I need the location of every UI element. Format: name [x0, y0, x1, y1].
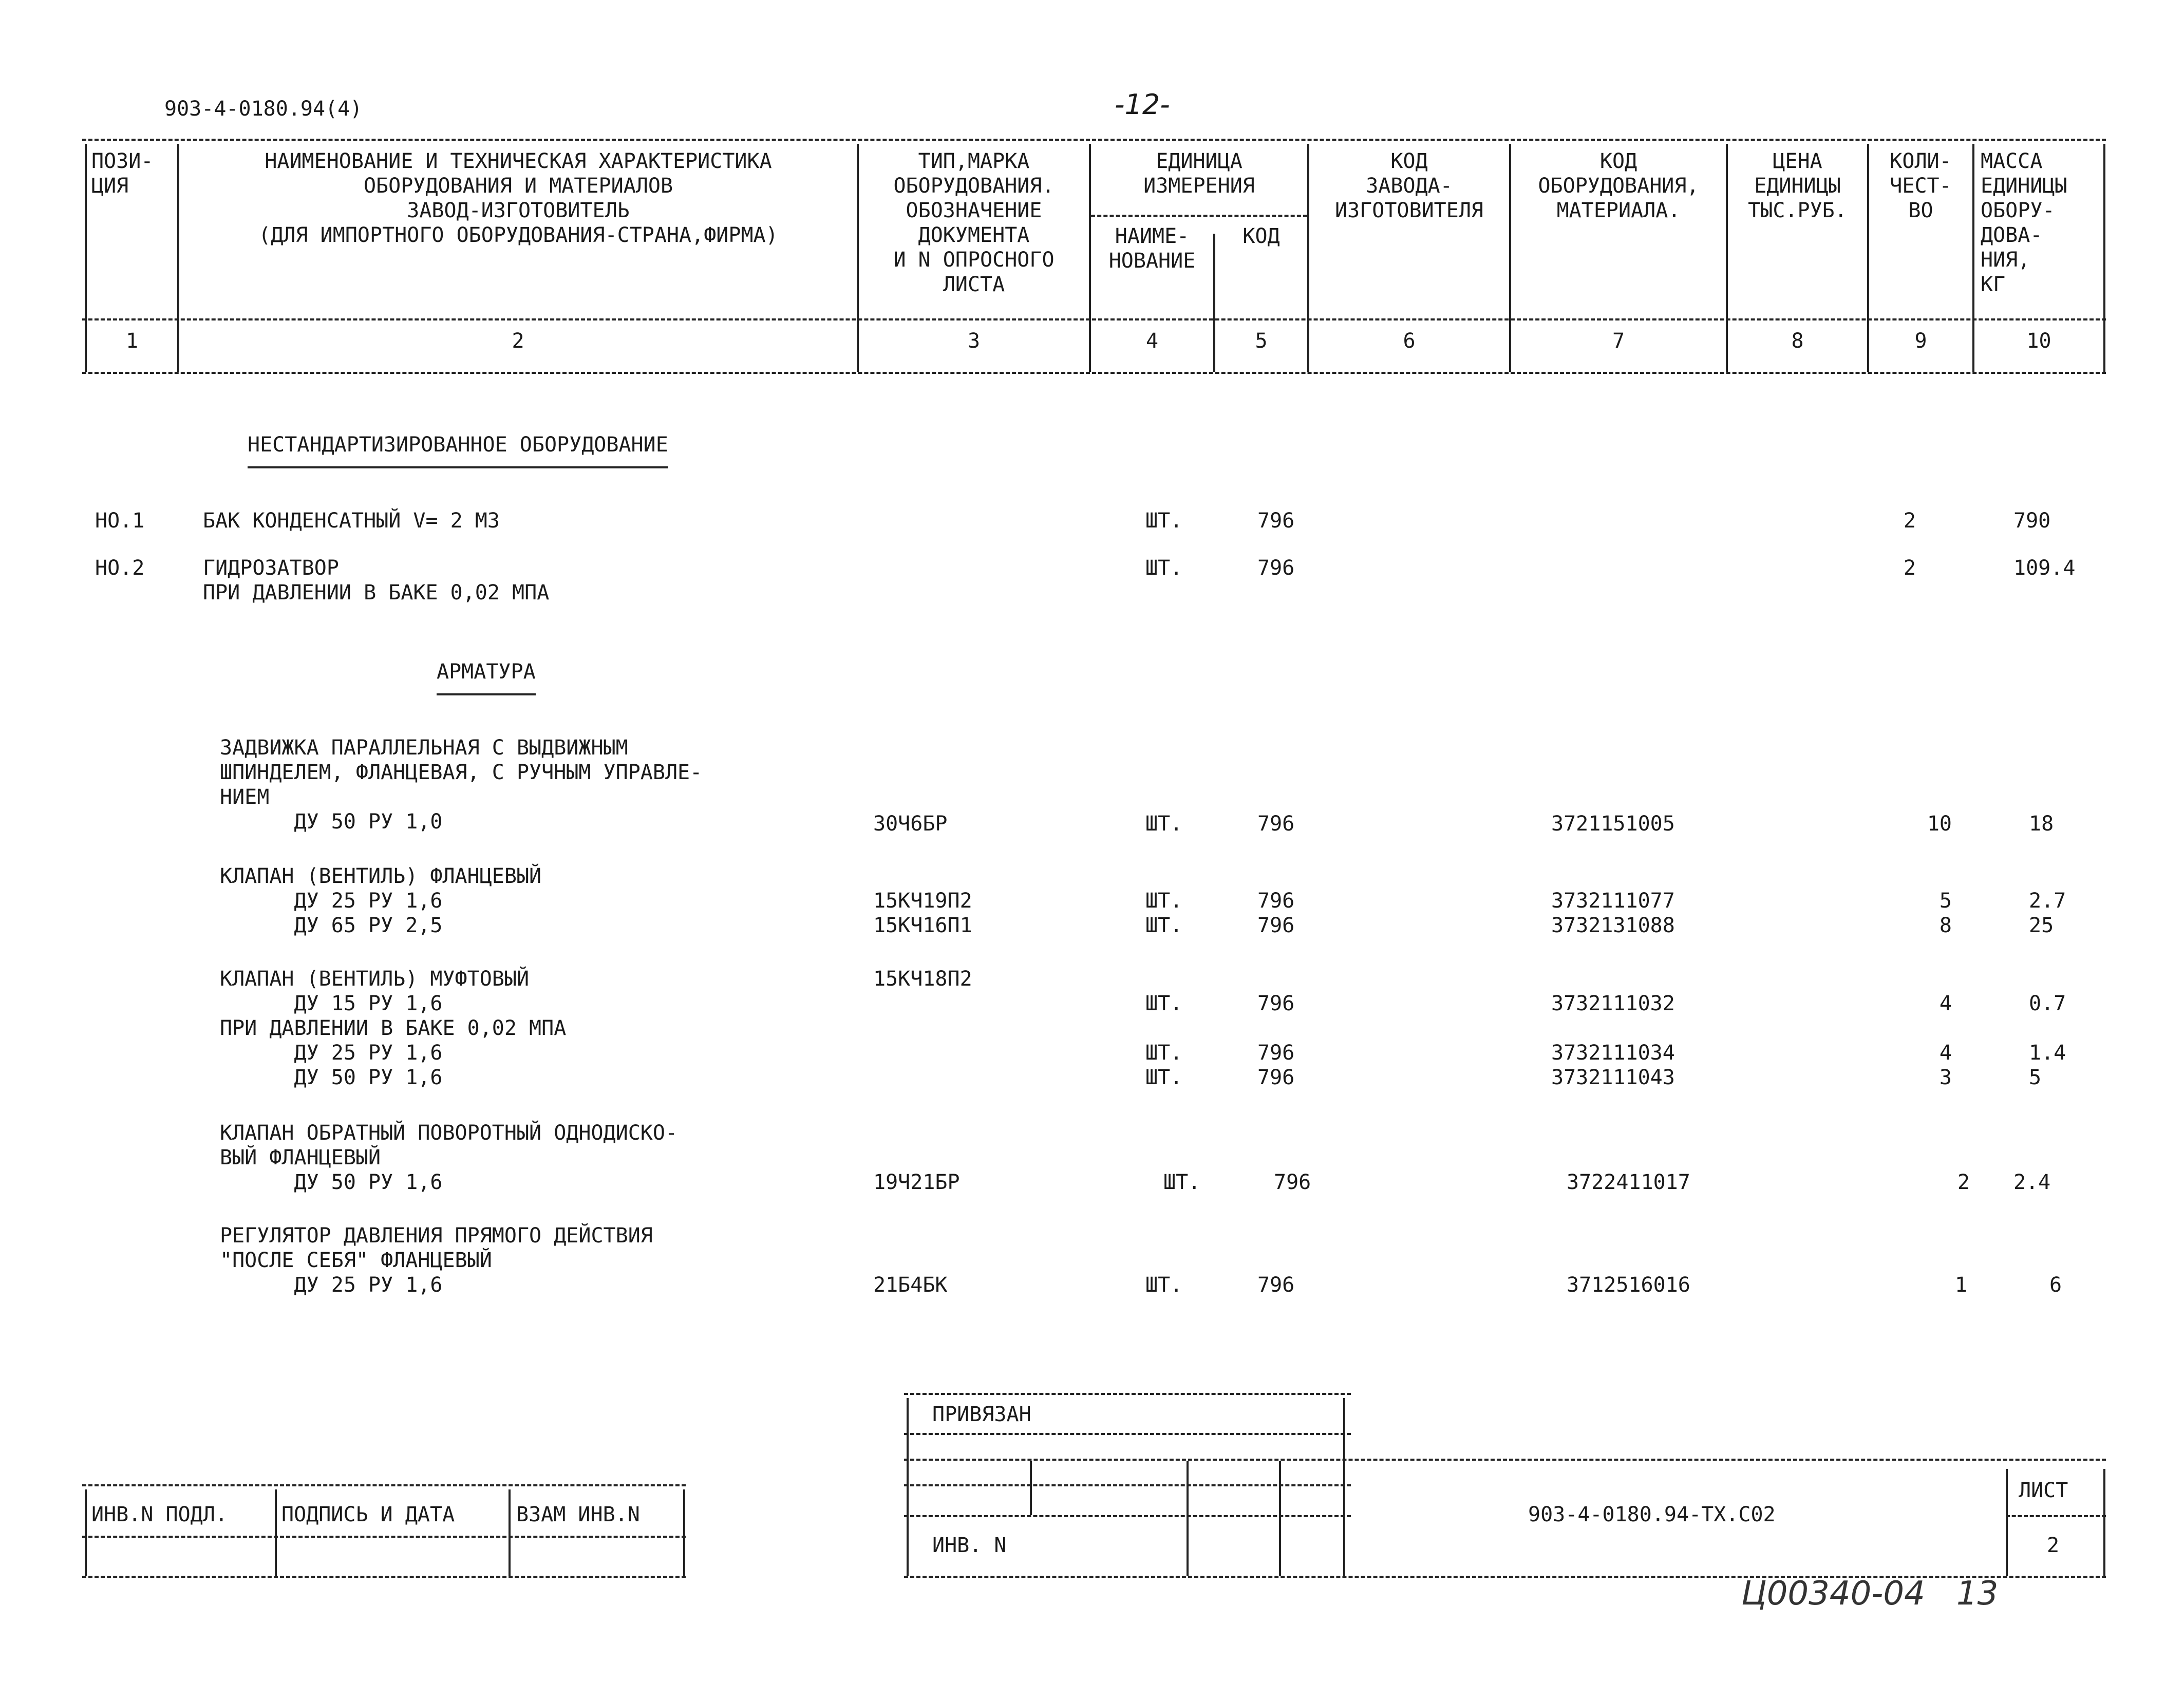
col-number: 4: [1145, 329, 1159, 353]
row-name: ГИДРОЗАТВОР ПРИ ДАВЛЕНИИ В БАКЕ 0,02 МПА: [203, 556, 550, 605]
unit-subdivider: [1091, 215, 1307, 217]
stamp-sep: [1030, 1461, 1032, 1515]
row-name: ЗАДВИЖКА ПАРАЛЛЕЛЬНАЯ С ВЫДВИЖНЫМ ШПИНДЕЛЕМ, ФЛАНЦЕВАЯ, С РУЧНЫМ УПРАВЛЕ- НИЕМ ДУ 50 РУ 1,0: [220, 736, 703, 834]
row-name: КЛАПАН ОБРАТНЫЙ ПОВОРОТНЫЙ ОДНОДИСКО- ВЫЙ ФЛАНЦЕВЫЙ ДУ 50 РУ 1,6: [220, 1121, 678, 1194]
stamp-sep: [2006, 1469, 2008, 1576]
row-quantity: 5 8: [1939, 889, 1952, 937]
row-quantity: 2: [1903, 556, 1916, 580]
row-unit: ШТ.: [1145, 1273, 1183, 1297]
stamp-sep: [2103, 1469, 2105, 1576]
row-mass: 2.7 25: [2029, 889, 2066, 937]
col-number: 9: [1914, 329, 1927, 353]
handwritten-inventory-number: Ц00340-04 13: [1741, 1575, 1999, 1613]
row-material-code: 3721151005: [1551, 812, 1675, 836]
stamp-sep: [1343, 1398, 1345, 1576]
row-type: 21Б4БК: [873, 1273, 948, 1297]
row-material-code: 3732111077 3732131088: [1551, 889, 1675, 937]
row-mass: 109.4: [2013, 556, 2076, 580]
stamp-sep: [275, 1489, 277, 1576]
privyazan-rule: [904, 1459, 2106, 1461]
privyazan-inv-label: ИНВ. N: [932, 1534, 1007, 1557]
header-unit-name: НАИМЕ- НОВАНИЕ: [1108, 224, 1196, 273]
row-code: 796: [1257, 812, 1295, 836]
header-type: ТИП,МАРКА ОБОРУДОВАНИЯ. ОБОЗНАЧЕНИЕ ДОКУМЕНТА И N ОПРОСНОГО ЛИСТА: [893, 149, 1055, 296]
row-position: НО.1: [95, 509, 145, 533]
col-number: 6: [1403, 329, 1416, 353]
col-number: 1: [125, 329, 139, 353]
row-quantity: 10: [1927, 812, 1952, 836]
row-material-code: 3732111032 3732111034 3732111043: [1551, 992, 1675, 1089]
table-top-rule: [82, 139, 2106, 141]
row-mass: 18: [2029, 812, 2054, 836]
privyazan-label: ПРИВЯЗАН: [932, 1403, 1031, 1426]
stamp-inv-podl-label: ИНВ.N ПОДЛ.: [91, 1503, 228, 1526]
row-unit: ШТ.: [1145, 556, 1183, 580]
header-material-code: КОД ОБОРУДОВАНИЯ, МАТЕРИАЛА.: [1538, 149, 1699, 222]
row-type: 30Ч6БР: [873, 812, 948, 836]
row-unit: ШТ.: [1163, 1171, 1201, 1194]
col-number: 8: [1791, 329, 1804, 353]
row-code: 796: [1257, 1273, 1295, 1297]
col-number: 10: [2026, 329, 2051, 353]
stamp-sep: [1187, 1461, 1189, 1576]
stamp-sep: [907, 1398, 909, 1576]
row-position: НО.2: [95, 556, 145, 580]
row-code: 796: [1257, 509, 1295, 533]
row-code: 796 796: [1257, 889, 1295, 937]
privyazan-rule: [904, 1515, 1351, 1517]
privyazan-rule: [904, 1484, 1351, 1486]
section-title-nonstandard: НЕСТАНДАРТИЗИРОВАННОЕ ОБОРУДОВАНИЕ: [248, 432, 668, 468]
row-code: 796: [1257, 556, 1295, 580]
row-unit: ШТ.: [1145, 509, 1183, 533]
row-name: КЛАПАН (ВЕНТИЛЬ) МУФТОВЫЙ ДУ 15 РУ 1,6 ПРИ ДАВЛЕНИИ В БАКЕ 0,02 МПА ДУ 25 РУ 1,6 ДУ 50 РУ 1,6: [220, 967, 567, 1089]
stamp-signature-date-label: ПОДПИСЬ И ДАТА: [281, 1503, 455, 1526]
row-quantity: 2: [1957, 1171, 1970, 1194]
stamp-sheet-number: 2: [2047, 1534, 2060, 1557]
page-mark: -12-: [1115, 88, 1170, 121]
privyazan-top-rule: [904, 1393, 1351, 1395]
col-number: 2: [512, 329, 524, 353]
header-quantity: КОЛИ- ЧЕСТ- ВО: [1890, 149, 1952, 222]
stamp-sheet-rule: [2006, 1515, 2106, 1517]
row-mass: 0.7 1.4 5: [2029, 992, 2066, 1089]
row-quantity: 4 4 3: [1939, 992, 1952, 1089]
row-type: 15КЧ18П2: [873, 967, 972, 991]
row-name: КЛАПАН (ВЕНТИЛЬ) ФЛАНЦЕВЫЙ ДУ 25 РУ 1,6 ДУ 65 РУ 2,5: [220, 864, 542, 937]
row-unit: ШТ. ШТ.: [1145, 889, 1183, 937]
stamp-sheet-label: ЛИСТ: [2019, 1479, 2068, 1502]
col-number: 3: [967, 329, 981, 353]
row-quantity: 2: [1903, 509, 1916, 533]
stamp-left-top-rule: [82, 1484, 686, 1486]
row-mass: 2.4: [2013, 1171, 2051, 1194]
row-quantity: 1: [1954, 1273, 1967, 1297]
row-type: 19Ч21БР: [873, 1171, 960, 1194]
row-name: РЕГУЛЯТОР ДАВЛЕНИЯ ПРЯМОГО ДЕЙСТВИЯ "ПОСЛЕ СЕБЯ" ФЛАНЦЕВЫЙ ДУ 25 РУ 1,6: [220, 1224, 653, 1297]
header-position: ПОЗИ- ЦИЯ: [91, 149, 154, 198]
row-material-code: 3722411017: [1567, 1171, 1690, 1194]
stamp-vzam-inv-label: ВЗАМ ИНВ.N: [516, 1503, 640, 1526]
row-name: БАК КОНДЕНСАТНЫЙ V= 2 М3: [203, 509, 500, 533]
row-type: 15КЧ19П2 15КЧ16П1: [873, 889, 972, 937]
document-code-top: 903-4-0180.94(4): [164, 97, 363, 121]
row-material-code: 3712516016: [1567, 1273, 1690, 1297]
stamp-sep: [1279, 1461, 1281, 1576]
privyazan-rule: [904, 1433, 1351, 1435]
stamp-document-code: 903-4-0180.94-ТХ.С02: [1528, 1503, 1776, 1526]
col-number: 5: [1255, 329, 1268, 353]
header-unit: ЕДИНИЦА ИЗМЕРЕНИЯ: [1143, 149, 1255, 198]
stamp-sep: [509, 1489, 511, 1576]
header-bottom-rule: [82, 372, 2106, 374]
header-mass: МАССА ЕДИНИЦЫ ОБОРУ- ДОВА- НИЯ, КГ: [1981, 149, 2067, 296]
row-unit: ШТ.: [1145, 812, 1183, 836]
stamp-left-bottom-rule: [82, 1576, 686, 1578]
row-mass: 790: [2013, 509, 2051, 533]
row-code: 796 796 796: [1257, 992, 1295, 1089]
row-unit: ШТ. ШТ. ШТ.: [1145, 992, 1183, 1089]
stamp-sep: [683, 1489, 685, 1576]
section-title-armatura: АРМАТУРА: [437, 659, 536, 695]
header-name: НАИМЕНОВАНИЕ И ТЕХНИЧЕСКАЯ ХАРАКТЕРИСТИКА ОБОРУДОВАНИЯ И МАТЕРИАЛОВ ЗАВОД-ИЗГОТОВИТЕЛЬ (ДЛЯ ИМПОРТНОГО ОБОРУДОВАНИЯ-СТРАНА,ФИРМА): [258, 149, 778, 247]
stamp-left-mid-rule: [82, 1536, 686, 1538]
stamp-sep: [85, 1489, 87, 1576]
col-sep: [2103, 144, 2105, 372]
col-number: 7: [1612, 329, 1625, 353]
header-factory-code: КОД ЗАВОДА- ИЗГОТОВИТЕЛЯ: [1335, 149, 1483, 222]
header-unit-code: КОД: [1242, 224, 1280, 248]
row-mass: 6: [2049, 1273, 2062, 1297]
row-code: 796: [1274, 1171, 1311, 1194]
header-price: ЦЕНА ЕДИНИЦЫ ТЫС.РУБ.: [1748, 149, 1847, 222]
header-divider: [82, 318, 2106, 320]
